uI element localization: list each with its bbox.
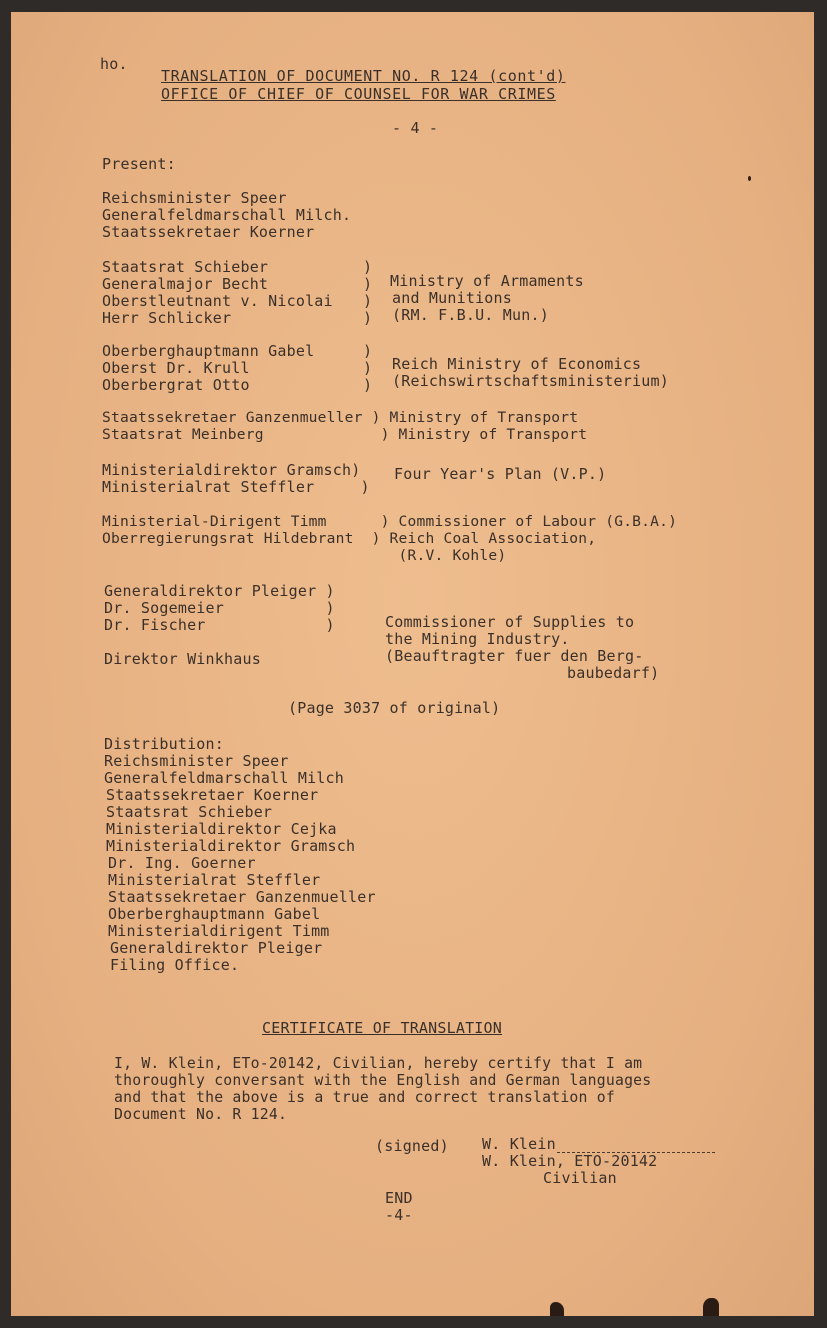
bracket: ) [363, 292, 373, 310]
certificate-line: I, W. Klein, ETo-20142, Civilian, hereby certify that I am [114, 1055, 643, 1072]
present-name: Ministerialdirektor Gramsch) [102, 461, 361, 479]
page-note: (Page 3037 of original) [288, 699, 501, 717]
present-name: Dr. Sogemeier ) [104, 599, 335, 617]
distribution-item: Ministerialdirektor Cejka [106, 820, 337, 838]
distribution-item: Filing Office. [110, 956, 240, 974]
distribution-item: Ministerialdirektor Gramsch [106, 837, 356, 855]
signed-label: (signed) [375, 1137, 449, 1155]
bracket: ) [363, 309, 373, 327]
certificate-line: and that the above is a true and correct translation of [114, 1089, 615, 1106]
present-name: Generalmajor Becht [102, 275, 269, 293]
certificate-title: CERTIFICATE OF TRANSLATION [262, 1019, 502, 1037]
document-page [11, 12, 814, 1316]
present-name: Herr Schlicker [102, 309, 232, 327]
distribution-item: Staatssekretaer Ganzenmueller [108, 888, 376, 906]
paper-speck [748, 176, 751, 181]
present-name: Dr. Fischer ) [104, 616, 335, 634]
present-line: Staatssekretaer Ganzenmueller ) Ministry of Transport [102, 409, 579, 426]
distribution-item: Generaldirektor Pleiger [110, 939, 323, 957]
certificate-line: Document No. R 124. [114, 1106, 288, 1123]
bracket: ) [363, 376, 373, 394]
present-name: Oberberghauptmann Gabel [102, 342, 315, 360]
page-number-top: - 4 - [392, 119, 439, 137]
present-name: Staatsrat Schieber [102, 258, 269, 276]
present-label: Present: [102, 155, 176, 173]
typed-name: W. Klein, ETO-20142 [482, 1152, 658, 1170]
paper-tear [550, 1302, 564, 1316]
distribution-item: Staatsrat Schieber [106, 803, 273, 821]
present-line: Oberregierungsrat Hildebrant ) Reich Coal Association, [102, 530, 597, 547]
civilian-title: Civilian [543, 1169, 617, 1187]
present-name: Oberst Dr. Krull [102, 359, 250, 377]
bracket: ) [363, 258, 373, 276]
ministry-label: baubedarf) [567, 664, 660, 682]
present-line: (R.V. Kohle) [102, 547, 507, 564]
corner-mark: ho. [100, 55, 128, 73]
ministry-label: the Mining Industry. [385, 630, 570, 648]
ministry-label: (RM. F.B.U. Mun.) [392, 306, 549, 324]
ministry-label: (Reichswirtschaftsministerium) [392, 372, 669, 390]
bracket: ) [363, 359, 373, 377]
present-name: Ministerialrat Steffler ) [102, 478, 370, 496]
present-line: Ministerial-Dirigent Timm ) Commissioner of Labour (G.B.A.) [102, 513, 678, 530]
distribution-item: Ministerialdirigent Timm [108, 922, 330, 940]
distribution-item: Dr. Ing. Goerner [108, 854, 256, 872]
distribution-label: Distribution: [104, 735, 224, 753]
present-name: Oberbergrat Otto [102, 376, 250, 394]
bracket: ) [363, 342, 373, 360]
present-name: Oberstleutnant v. Nicolai [102, 292, 333, 310]
title-line-2: OFFICE OF CHIEF OF COUNSEL FOR WAR CRIMES [161, 85, 556, 103]
ministry-label: and Munitions [392, 289, 512, 307]
distribution-item: Oberberghauptmann Gabel [108, 905, 321, 923]
bracket: ) [363, 275, 373, 293]
present-name: Staatssekretaer Koerner [102, 223, 315, 241]
page-number-bottom: -4- [385, 1206, 413, 1224]
distribution-item: Generalfeldmarschall Milch [104, 769, 344, 787]
ministry-label: Four Year's Plan (V.P.) [394, 465, 607, 483]
present-name: Reichsminister Speer [102, 189, 287, 207]
end-mark: END [385, 1189, 413, 1207]
ministry-label: (Beauftragter fuer den Berg- [385, 647, 644, 665]
ministry-label: Commissioner of Supplies to [385, 613, 635, 631]
title-line-1: TRANSLATION OF DOCUMENT NO. R 124 (cont'd) [161, 67, 566, 85]
present-line: Staatsrat Meinberg ) Ministry of Transport [102, 426, 588, 443]
distribution-item: Staatssekretaer Koerner [106, 786, 319, 804]
present-name: Generalfeldmarschall Milch. [102, 206, 352, 224]
paper-tear [703, 1298, 719, 1316]
certificate-line: thoroughly conversant with the English and German languages [114, 1072, 652, 1089]
ministry-label: Ministry of Armaments [390, 272, 584, 290]
present-name: Direktor Winkhaus [104, 650, 261, 668]
ministry-label: Reich Ministry of Economics [392, 355, 642, 373]
distribution-item: Reichsminister Speer [104, 752, 289, 770]
present-name: Generaldirektor Pleiger ) [104, 582, 335, 600]
distribution-item: Ministerialrat Steffler [108, 871, 321, 889]
signed-name: W. Klein [482, 1135, 556, 1153]
